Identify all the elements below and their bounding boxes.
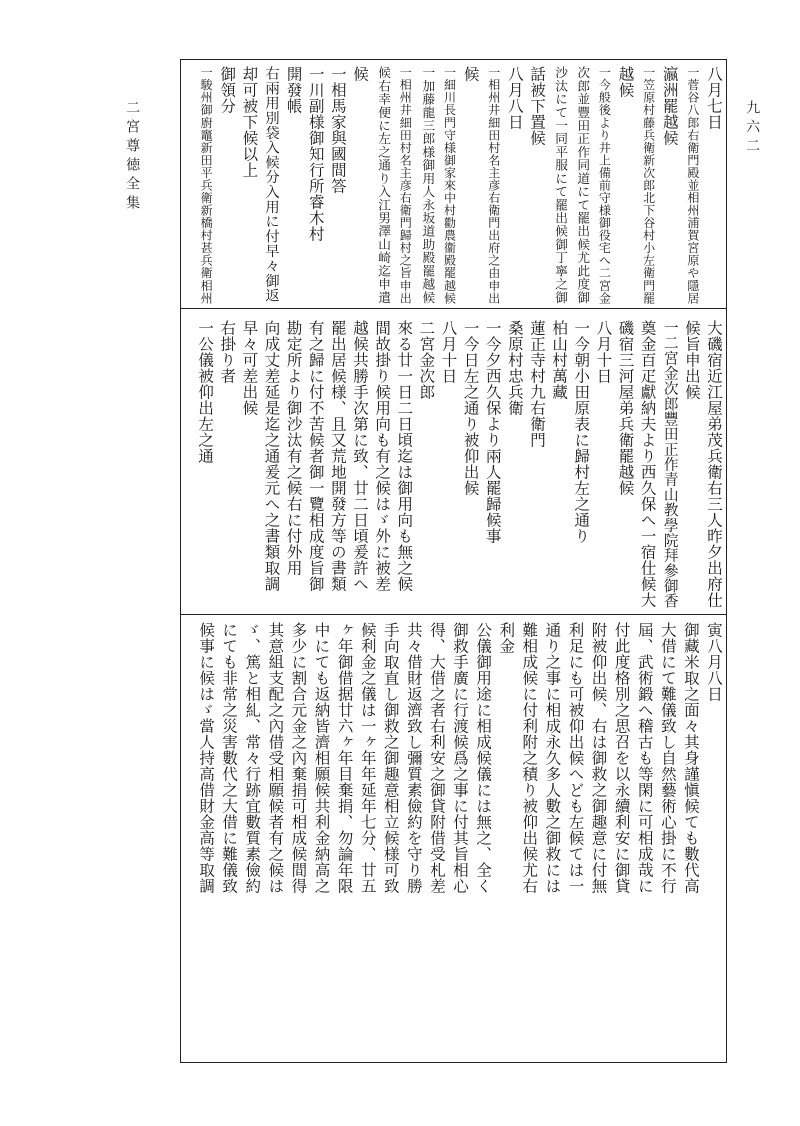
text-column: 大借にて難儀致し自然藝術心掛に不行 [658,622,677,894]
text-column: 一今夕西久保より兩人罷歸候事 [483,320,502,544]
text-column: 候利金之儀は一ヶ年年延年七分、廿五 [358,622,377,894]
text-column: 手向取直し御救之御趣意相立候様可致 [381,622,400,894]
text-column: 來る廿一日二日頃迄は御用向も無之候 [395,320,414,592]
text-column: 越候共勝手次第に致、廿二日頃爰許へ [351,320,369,592]
text-column: ヶ年御借据廿六ヶ年目棄捐、勿論年限 [335,622,354,894]
band-divider-2 [180,614,727,615]
text-column: にても非常之災害數代之大借に難儀致 [220,622,239,894]
text-column: 一相馬家與國間答 [328,66,347,194]
text-column: 付此度格別之思召を以永續利安に御貸 [612,622,631,894]
text-column: 一笠原村藤兵衛新次郎北下谷村小左衛門罷 [641,66,656,305]
text-column: 瀛洲罷越候 [660,66,679,146]
text-column: 候 [351,66,369,82]
text-column: 一今朝小田原表に歸村左之通り [572,320,591,544]
text-column: 御藏米取之面々其身謹愼候ても數代高 [681,622,700,894]
text-column: 共々借財返濟致し彌質素儉約を守り勝 [404,622,423,894]
running-head-title: 二宮尊徳全集 [124,100,141,214]
text-column: 一菅谷八郎右衛門殿並相州浦賀宮原や隱居 [685,66,700,305]
text-column: 中にても返納皆濟相願候共利金納高之 [312,622,331,894]
text-column: 利足にも可被仰出候へども左候ては一 [566,622,585,894]
text-column: 有之歸に付不苦候者御一覽相成度旨御 [306,320,325,592]
text-column: 向成丈差延是迄之通爰元へ之書類取調 [262,320,281,592]
text-column: 一駿州御廚竈新田平兵衛新橋村甚兵衛相州 [199,66,214,305]
text-column: 柏山村萬藏 [550,320,569,400]
text-column: 沙汰にて一同平服にて罷出候御丁寧之御 [553,66,569,304]
text-column: 其意組支配之內借受相願候者有之候は [266,622,285,894]
text-column: 得、大借之者右利安之御貸附借受札差 [427,622,446,894]
text-column: 公儀御用途に相成候儀には無之、全く [474,622,493,894]
text-column: 八月十日 [439,320,458,384]
text-column: 候 [461,66,480,82]
running-head-page-number: 九六二 [744,100,761,157]
text-column: 屆、武術鍛へ稽古も等閑に可相成哉に [635,622,654,894]
text-column: 通り之事に相成永久多人數之御救には [543,622,562,894]
text-column: 次郎並豐田正作同道にて罷出候尤此度御 [575,66,591,304]
text-column: 一二宮金次郎豐田正作青山教學院拜參御香 [661,320,679,609]
text-band-middle [184,320,721,610]
text-column: 一公儀被仰出左之通 [196,320,215,464]
text-column: 一川副様御知行所睿木村 [306,66,325,242]
text-column: 多少に割合元金之內棄捐可相成候間得 [289,622,308,894]
text-column: 寅八月八日 [704,622,723,702]
text-column: 一加藤龍三郎様御用人永坂道助殿罷越候 [420,66,436,304]
text-column: 八月八日 [505,66,524,130]
text-column: 八月七日 [705,66,723,130]
text-column: 難相成候に付利附之積り被仰出候尤右 [520,622,539,894]
text-column: ゞ、篤と相糺、常々行跡宜數質素儉約 [243,622,262,894]
text-column: 話被下置候 [528,66,546,146]
text-column: 一細川長門守様御家來中村勸農衞殿罷越候 [442,66,457,305]
text-column: 蓮正寺村九右衛門 [528,320,546,448]
text-column: 開發帳 [284,66,303,114]
text-column: 二宮金次郎 [417,320,436,400]
text-column: 間故掛り候用向も有之候はゞ外に被差 [373,320,392,592]
text-column: 御救手廣に行渡候爲之事に付其旨相心 [451,622,470,894]
text-column: 一今般後より井上備前守様御役宅へ二宮金 [597,66,612,305]
text-column: 大磯宿近江屋弟茂兵衛右三人昨夕出府仕 [705,320,723,608]
text-column: 附被仰出候、右は御救之御趣意に付無 [589,622,608,894]
text-column: 八月十日 [594,320,613,384]
text-column: 早々可差出候 [240,320,259,416]
text-column: 一今日左之通り被仰出候 [461,320,480,496]
text-column: 磯宿三河屋弟兵衛罷越候 [616,320,635,496]
text-column: 却可被下候以上 [240,66,259,178]
text-column: 桑原村忠兵衛 [505,320,524,416]
text-band-bottom [184,622,721,1054]
text-column: 越候 [616,66,635,98]
text-column: 一相州井細田村名主彦右衛門歸村之旨申出 [398,66,413,305]
text-column: 右掛り者 [218,320,237,384]
text-column: 罷出居候様、且又荒地開發方等の書類 [328,320,347,592]
text-column: 候旨申出候 [682,320,701,400]
text-column: 奠金百疋獻納夫より西久保へ一宿仕候大 [638,320,657,608]
band-divider-1 [180,308,727,309]
text-column: 勘定所より御沙汰有之候右に付外用 [284,320,303,576]
text-band-top [184,66,721,304]
text-column: 候右幸便に左之通り入江男澤山崎迄申遣 [376,66,392,304]
text-column: 御領分 [218,66,237,114]
text-column: 利金 [497,622,516,654]
text-column: 候事に候はゞ當人持高借財金高等取調 [197,622,216,894]
text-column: 一相州井細田村名主彦右衛門出府之由申出 [486,66,501,305]
text-column: 右兩用別袋入候分入用に付早々御返 [263,66,280,303]
